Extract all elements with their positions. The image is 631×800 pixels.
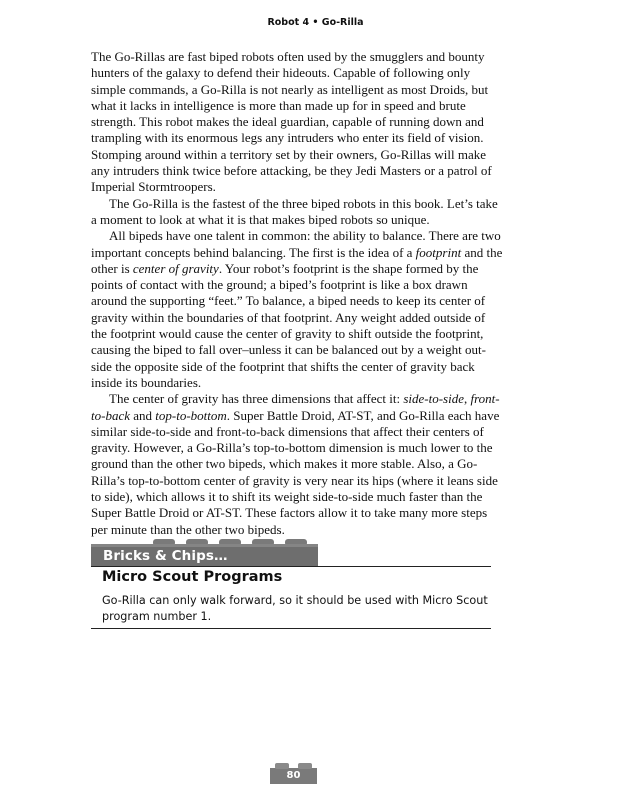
term-front-to-back: front-to-back [91, 391, 500, 423]
term-top-to-bottom: top-to-bottom [155, 407, 227, 423]
paragraph-4-text-c: and [129, 407, 156, 423]
paragraph-3-text-a: All bipeds have one talent in common: the ability to balance. There are two important concepts behind balancing. The first is the idea of a [91, 228, 501, 260]
term-footprint: footprint [415, 244, 462, 260]
paragraph-4-text-a: The center of gravity has three dimensions that affect it: [109, 391, 404, 407]
sidebar-text: Go-Rilla can only walk forward, so it should be used with Micro Scout program number 1. [102, 594, 488, 623]
paragraph-4 [91, 391, 503, 538]
paragraph-3-text-c: . Your robot’s footprint is the shape formed by the points of contact with the ground; a biped’s footprint is like a box drawn around the supporting “feet.” To balance, a biped needs to keep its center of gravity within the boundaries of that footprint. Any weight added outside of the footprint would cause the center of gravity to shift outside the footprint, causing the biped to fall over–unless it can be balanced out by a weight out-side the opposite side of the footprint that shifts the center of gravity back inside its boundaries. [91, 260, 486, 390]
sidebar-box [91, 536, 491, 623]
paragraph-3 [91, 228, 503, 391]
sidebar-top-rule [91, 566, 491, 567]
paragraph-2: The Go-Rilla is the fastest of the three biped robots in this book. Let’s take a moment to look at what it is that makes biped robots so unique. [91, 195, 498, 227]
paragraph-3-text-b: and the other is [91, 244, 503, 276]
paragraph-4-text-b: , [463, 391, 471, 407]
sidebar-bottom-rule [91, 628, 491, 629]
body-text [91, 49, 503, 538]
sidebar-label: Bricks & Chips… [103, 548, 228, 564]
paragraph-4-text-d: . Super Battle Droid, AT-ST, and Go-Rilla each have similar side-to-side and front-to-back dimensions that affect their centers of gravity. However, a Go-Rilla’s top-to-bottom dimension is much lower to the ground than the other two bipeds, which makes it more stable. Also, a Go-Rilla’s top-to-bottom center of gravity is very near its hips (where it leans side to side), which allows it to shift its weight side-to-side much faster than the Super Battle Droid or AT-ST. These factors allow it to take many more steps per minute than the other two bipeds. [91, 407, 500, 537]
term-center-of-gravity: center of gravity [132, 260, 219, 276]
running-head: Robot 4 • Go-Rilla [267, 17, 364, 28]
paragraph-1: The Go-Rillas are fast biped robots often used by the smugglers and bounty hunters of the galaxy to defend their hideouts. Capable of following only simple commands, a Go-Rilla is not nearly as intelligent as most Droids, but what it lacks in intelligence is more than made up for in speed and brute strength. This robot makes the ideal guardian, capable of running down and trampling with its enormous legs any intruders who enter its field of vision. Stomping around within a territory set by their owners, Go-Rillas will make any intruders think twice before attacking, be they Jedi Masters or a patrol of Imperial Stormtroopers. [91, 49, 492, 195]
page-number-brick [270, 762, 317, 784]
sidebar-brick-banner [91, 536, 318, 566]
sidebar-title: Micro Scout Programs [102, 569, 283, 585]
term-side-to-side: side-to-side [403, 391, 464, 407]
page-number: 80 [286, 770, 301, 781]
